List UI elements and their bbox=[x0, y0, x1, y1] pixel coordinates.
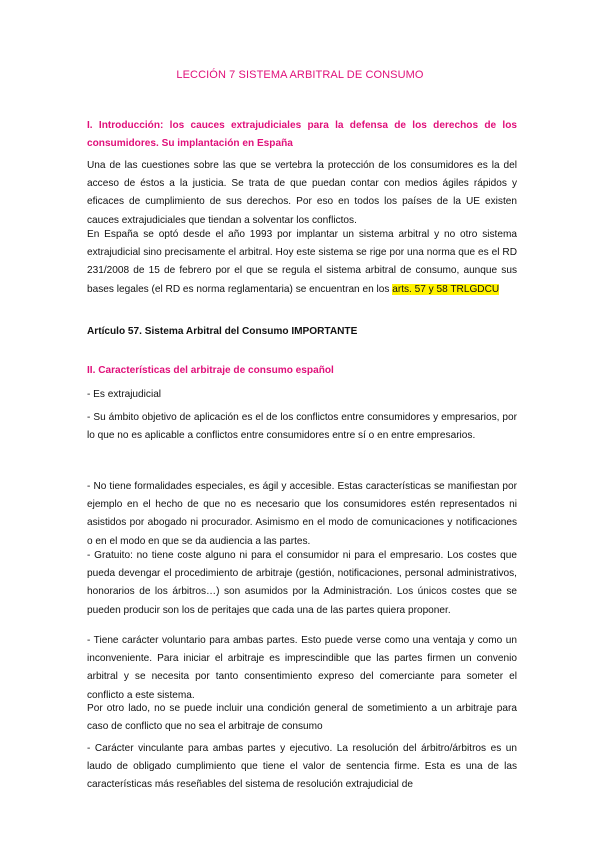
paragraph-spain-text: En España se optó desde el año 1993 por implantar un sistema arbitral y no otro sistema extrajudicial sino precisamente el arbitral. Hoy este sistema se rige por una norma que es el RD 231/2008 de 15 de febrero por el que se regula el sistema arbitral de consumo, aunque sus bases legales (el RD es norma reglamentaria) se encuentran en los bbox=[87, 229, 517, 295]
paragraph-spain bbox=[87, 226, 517, 299]
list-item-formalities: - No tiene formalidades especiales, es ágil y accesible. Estas características se manifiestan por ejemplo en el hecho de que no es necesario que los consumidores estén representados ni asistidos por abogado ni procurador. Asimismo en el modo de comunicaciones y notificaciones o en el modo en que se da audiencia a las partes. bbox=[87, 481, 517, 547]
document-title: LECCIÓN 7 SISTEMA ARBITRAL DE CONSUMO bbox=[176, 69, 424, 81]
list-item-scope: - Su ámbito objetivo de aplicación es el de los conflictos entre consumidores y empresarios, por lo que no es aplicable a conflictos entre consumidores entre sí o en entre empresarios. bbox=[87, 412, 517, 442]
list-item-free: - Gratuito: no tiene coste alguno ni para el consumidor ni para el empresario. Los costes que pueda devengar el procedimiento de arbitraje (gestión, notificaciones, personal administrativos, honorarios de los árbitros…) son asumidos por la Administración. Los únicos costes que se pueden producir son los de peritajes que cada una de las partes quiera proponer. bbox=[87, 550, 517, 616]
highlighted-articles: arts. 57 y 58 TRLGDCU bbox=[392, 283, 500, 295]
section-1-heading: I. Introducción: los cauces extrajudiciales para la defensa de los derechos de los consumidores. Su implantación en España bbox=[87, 120, 517, 150]
list-item-extrajudicial: - Es extrajudicial bbox=[87, 389, 162, 400]
article-57-heading: Artículo 57. Sistema Arbitral del Consumo IMPORTANTE bbox=[87, 326, 358, 337]
paragraph-intro: Una de las cuestiones sobre las que se vertebra la protección de los consumidores es la del acceso de éstos a la justicia. Se trata de que puedan contar con medios ágiles rápidos y eficaces de cumplimiento de sus derechos. Por eso en todos los países de la UE existen cauces extrajudiciales que tiendan a solventar los conflictos. bbox=[87, 160, 517, 226]
paragraph-general-condition: Por otro lado, no se puede incluir una condición general de sometimiento a un arbitraje para caso de conflicto que no sea el arbitraje de consumo bbox=[87, 703, 517, 733]
list-item-binding: - Carácter vinculante para ambas partes y ejecutivo. La resolución del árbitro/árbitros es un laudo de obligado cumplimiento que tiene el valor de sentencia firme. Esta es una de las características más reseñables del sistema de resolución extrajudicial de bbox=[87, 743, 517, 791]
section-2-heading: II. Características del arbitraje de consumo español bbox=[87, 365, 334, 376]
list-item-voluntary: - Tiene carácter voluntario para ambas partes. Esto puede verse como una ventaja y como un inconveniente. Para iniciar el arbitraje es imprescindible que las partes firmen un convenio arbitral y se necesita por tanto consentimiento expreso del comerciante para someter el conflicto a este sistema. bbox=[87, 635, 517, 701]
